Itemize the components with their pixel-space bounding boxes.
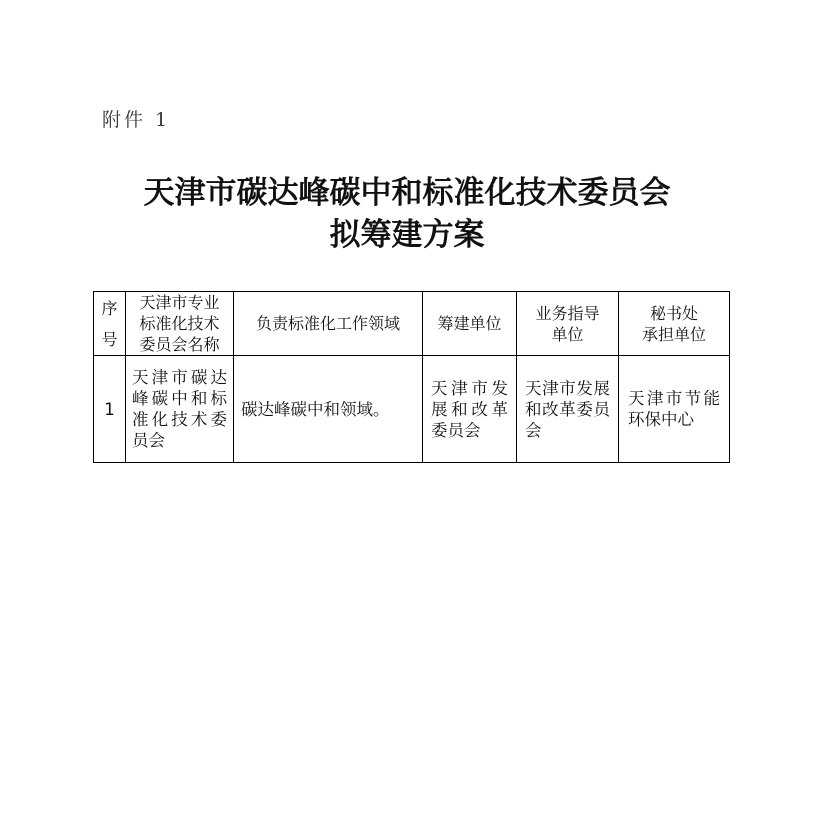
- cell-secretariat-unit: 天津市节能环保中心: [619, 356, 730, 463]
- attachment-label: 附件 1: [102, 109, 171, 131]
- committee-plan-table: [93, 291, 730, 463]
- document-title: [0, 172, 814, 256]
- header-founding-unit: 筹建单位: [423, 292, 517, 356]
- cell-seq: 1: [94, 356, 126, 463]
- header-field: 负责标准化工作领域: [234, 292, 423, 356]
- header-guidance-unit: 业务指导 单位: [517, 292, 619, 356]
- header-secretariat-unit: 秘书处 承担单位: [619, 292, 730, 356]
- cell-field: 碳达峰碳中和领域。: [234, 356, 423, 463]
- header-seq: 序 号: [94, 292, 126, 356]
- title-line-1: 天津市碳达峰碳中和标准化技术委员会: [143, 175, 671, 211]
- title-line-2: 拟筹建方案: [329, 217, 485, 253]
- header-committee-name: 天津市专业 标准化技术 委员会名称: [126, 292, 234, 356]
- cell-founding-unit: 天津市发展和改革委员会: [423, 356, 517, 463]
- table-header-row: [94, 292, 730, 356]
- table-row: [94, 356, 730, 463]
- cell-guidance-unit: 天津市发展和改革委员会: [517, 356, 619, 463]
- cell-committee-name: 天津市碳达峰碳中和标准化技术委员会: [126, 356, 234, 463]
